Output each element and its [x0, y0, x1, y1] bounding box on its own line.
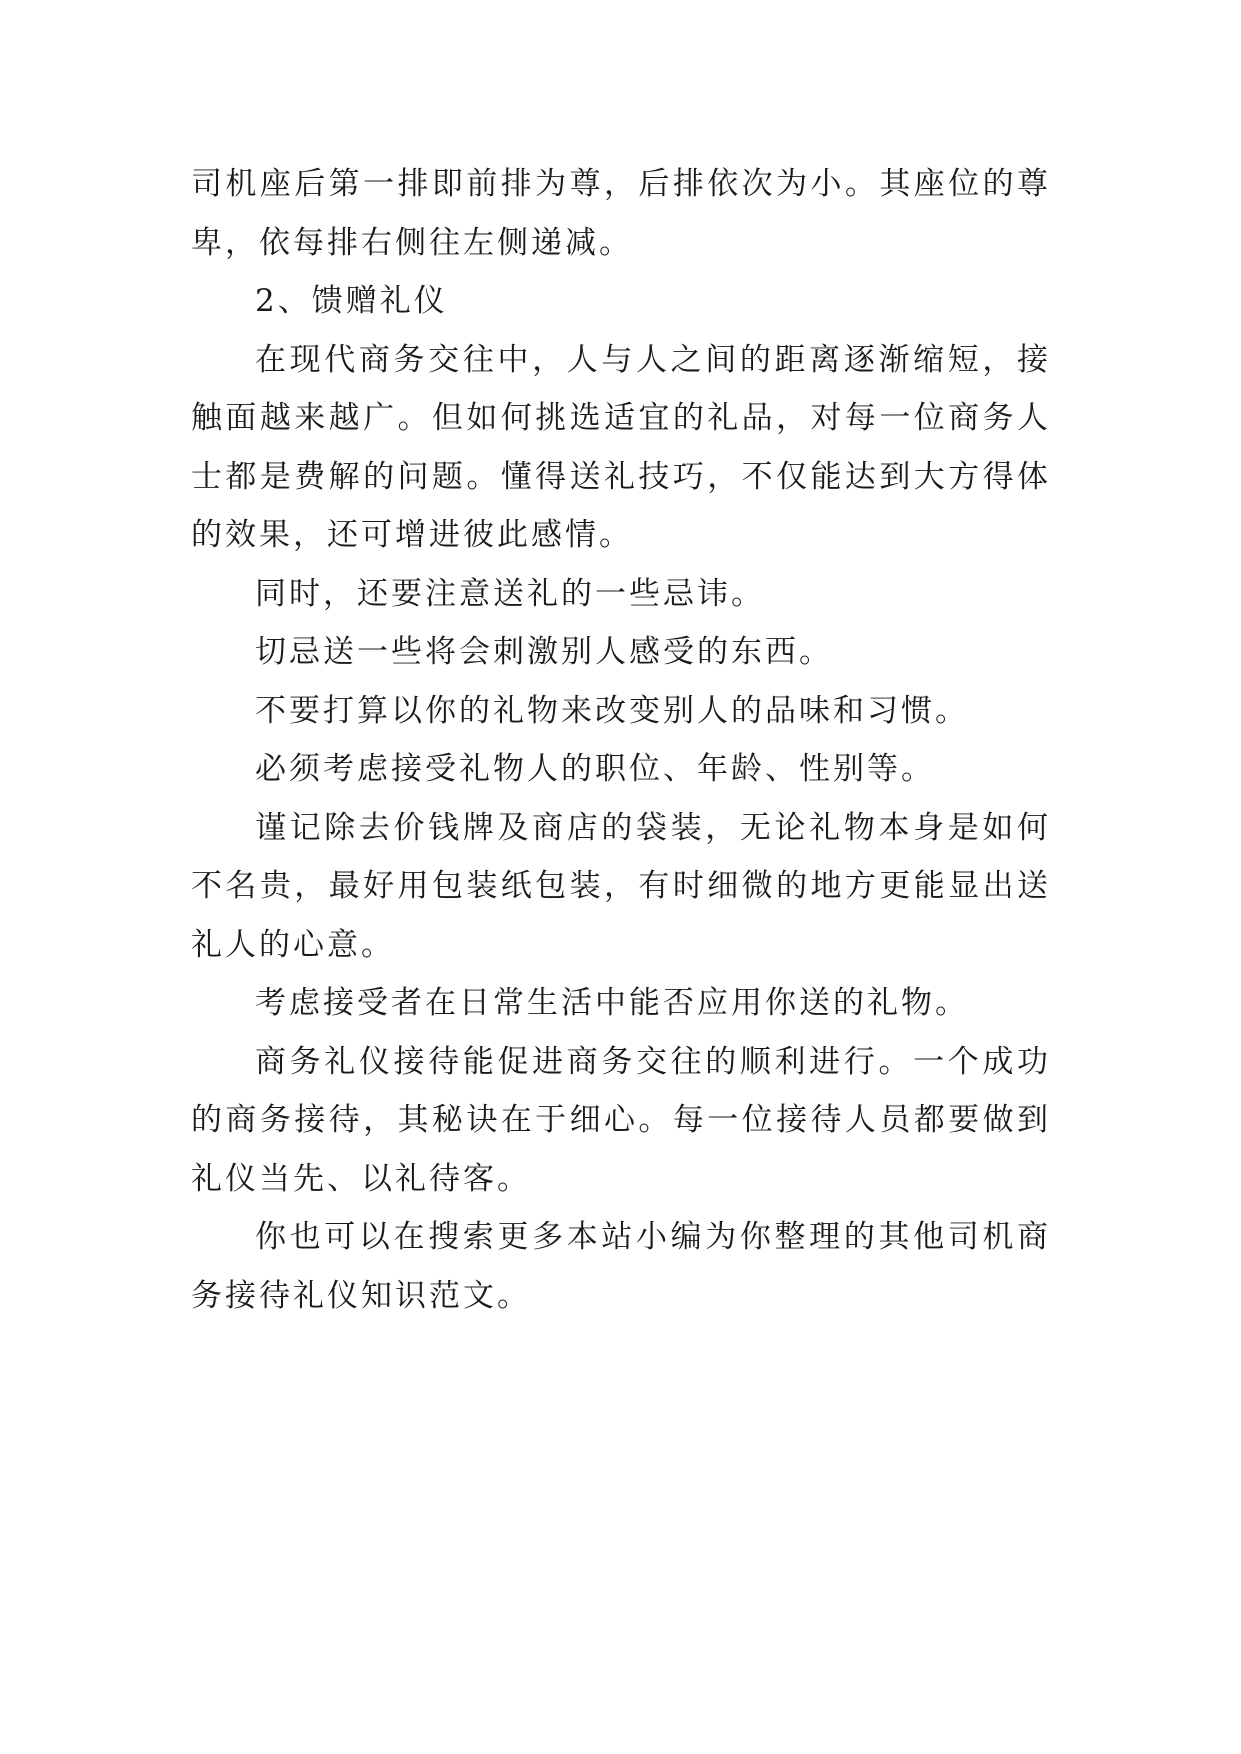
paragraph-taboo-5: 考虑接受者在日常生活中能否应用你送的礼物。: [255, 985, 969, 1021]
paragraph-taboo-2: 不要打算以你的礼物来改变别人的品味和习惯。: [255, 692, 969, 729]
paragraph-gift-intro: 在现代商务交往中，人与人之间的距离逐渐缩短，接触面越来越广。但如何挑选适宜的礼品，对每一位商务人士都是费解的问题。懂得送礼技巧，不仅能达到大方得体的效果，还可增进彼此感情。: [191, 341, 1051, 553]
paragraph-taboo-3: 必须考虑接受礼物人的职位、年龄、性别等。: [255, 751, 935, 787]
paragraph-taboos-intro: 同时，还要注意送礼的一些忌讳。: [255, 575, 765, 612]
paragraph-reception-summary: 商务礼仪接待能促进商务交往的顺利进行。一个成功的商务接待，其秘诀在于细心。每一位接待人员都要做到礼仪当先、以礼待客。: [191, 1043, 1051, 1197]
paragraph-closing-note: 你也可以在搜索更多本站小编为你整理的其他司机商务接待礼仪知识范文。: [191, 1219, 1051, 1314]
document-body: [191, 155, 1051, 1325]
section-heading-gift-etiquette: 2、馈赠礼仪: [255, 283, 448, 319]
paragraph-seating-order: 司机座后第一排即前排为尊，后排依次为小。其座位的尊卑，依每排右侧往左侧递减。: [191, 166, 1051, 261]
paragraph-taboo-4: 谨记除去价钱牌及商店的袋装，无论礼物本身是如何不名贵，最好用包装纸包装，有时细微的地方更能显出送礼人的心意。: [191, 809, 1051, 963]
paragraph-taboo-1: 切忌送一些将会刺激别人感受的东西。: [255, 634, 833, 670]
